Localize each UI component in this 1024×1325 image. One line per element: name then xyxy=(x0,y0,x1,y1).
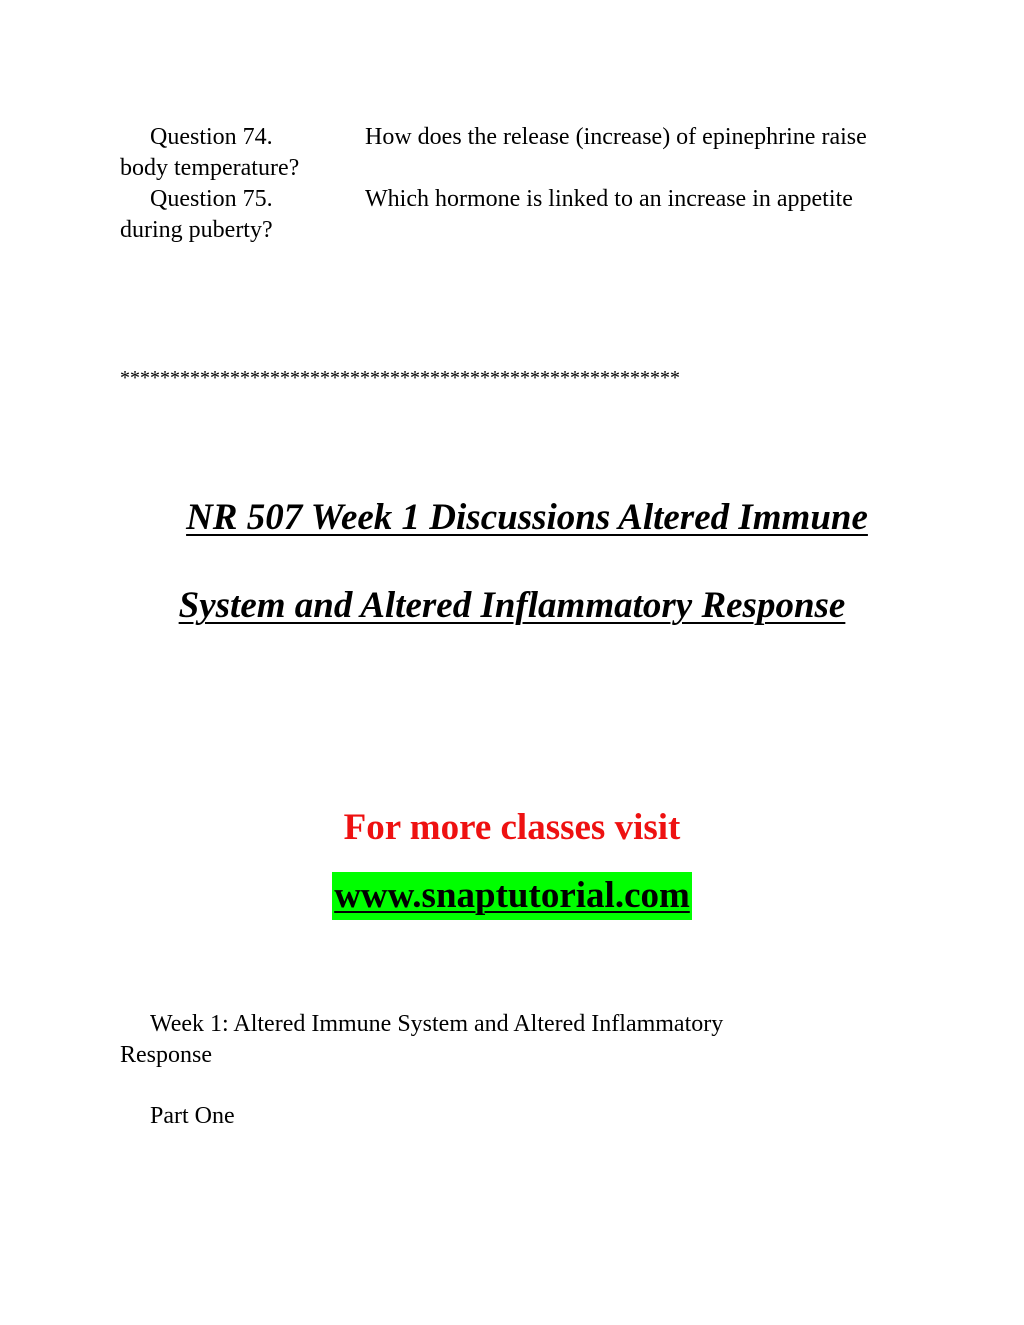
week-heading: Week 1: Altered Immune System and Altered Inflammatory Response xyxy=(120,1011,724,1068)
promo-text: For more classes visit xyxy=(343,807,681,848)
separator-line: ******************************************************** xyxy=(120,367,680,389)
question-number: Question 75. xyxy=(150,186,273,212)
question-number: Question 74. xyxy=(150,124,273,150)
snaptutorial-link[interactable]: www.snaptutorial.com xyxy=(332,872,692,920)
part-heading: Part One xyxy=(150,1103,235,1129)
document-title-line-2: System and Altered Inflammatory Response xyxy=(178,585,846,626)
question-text: Which hormone is linked to an increase in appetite during puberty? xyxy=(120,186,853,243)
question-text: How does the release (increase) of epinephrine raise body temperature? xyxy=(120,124,867,181)
question-75 xyxy=(120,184,910,246)
document-title-line-1: NR 507 Week 1 Discussions Altered Immune xyxy=(186,497,868,538)
question-74 xyxy=(120,122,910,184)
promo-link-container xyxy=(0,872,1024,920)
